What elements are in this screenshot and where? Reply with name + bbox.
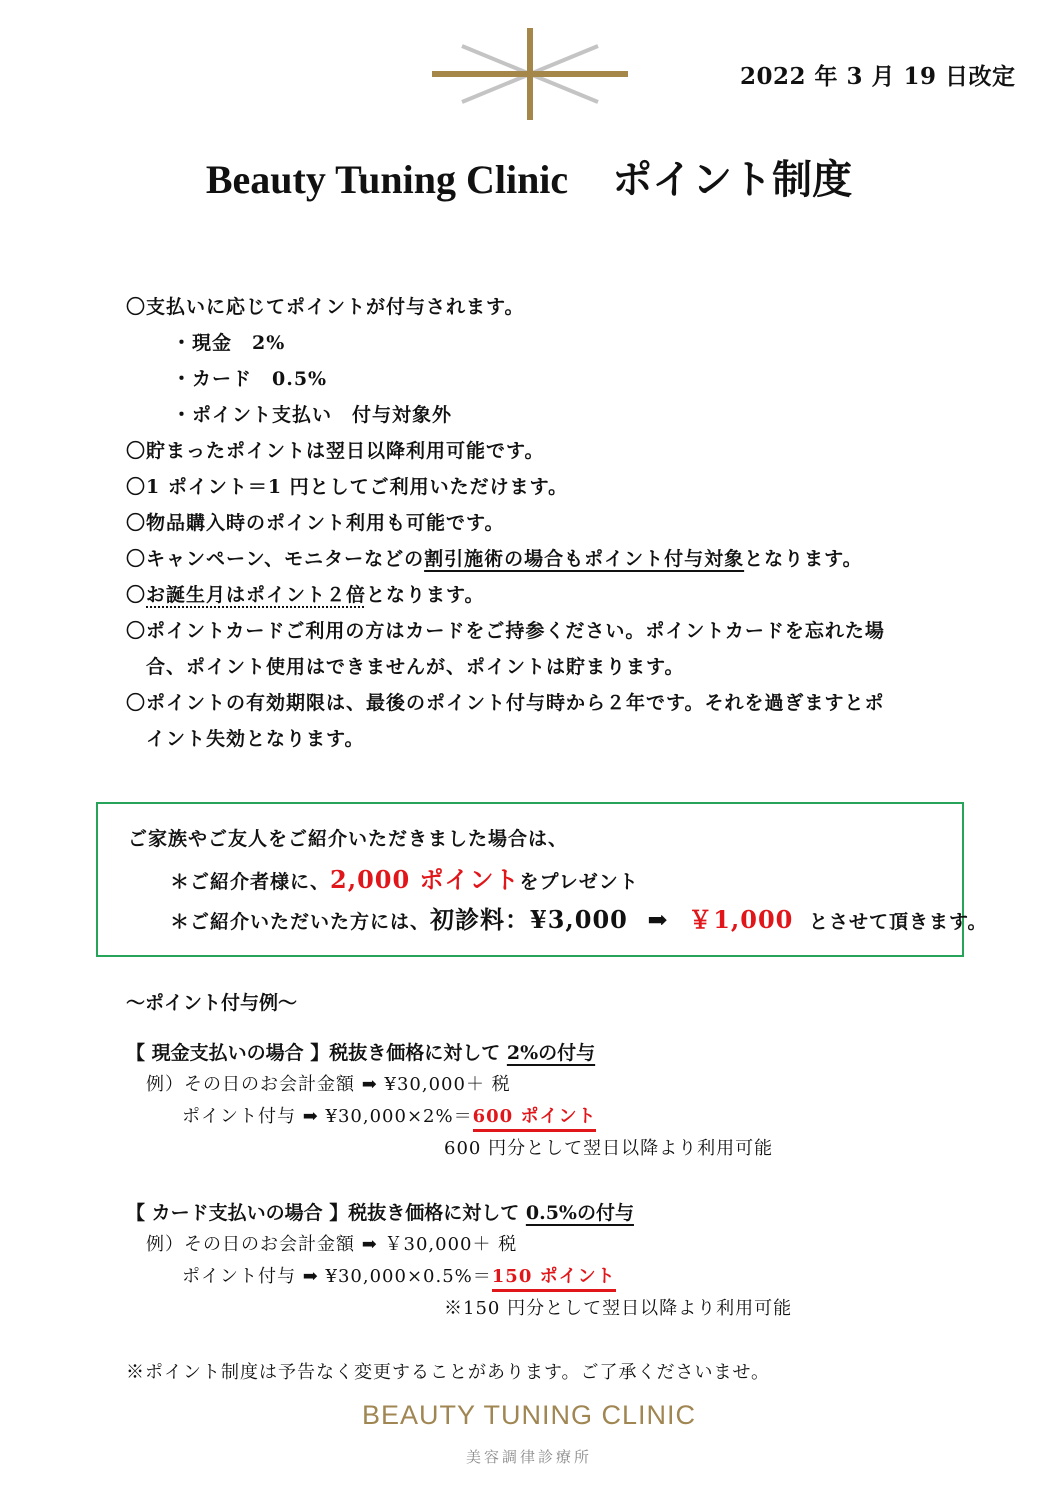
page-title: [0, 148, 1058, 205]
discounted-fee: ￥1,000: [688, 905, 794, 934]
example-cash-points: ポイント付与 ➡ ¥30,000×2%＝600 ポイント: [182, 1102, 596, 1128]
arrow-right-icon: ➡: [647, 905, 669, 934]
rule-point-card-line1: 〇ポイントカードご利用の方はカードをご持参ください。ポイントカードを忘れた場: [126, 620, 885, 642]
underlined-birthday-double: お誕生月はポイント２倍: [146, 584, 367, 606]
rule-one-point-one-yen: 〇1 ポイント＝1 円としてご利用いただけます。: [126, 476, 569, 498]
title-jp: ポイント制度: [612, 157, 853, 202]
cash-points-result: 600 ポイント: [473, 1106, 597, 1132]
rule-birthday-double: 〇お誕生月はポイント２倍となります。: [126, 584, 485, 606]
clinic-star-logo-icon: [432, 28, 628, 120]
footer-brand-jp: 美容調律診療所: [465, 1448, 592, 1466]
rule-product-purchase: 〇物品購入時のポイント利用も可能です。: [126, 512, 505, 534]
revision-date: 2022 年 3 月 19 日改定: [740, 63, 1016, 90]
rule-point-card-line2: 合、ポイント使用はできませんが、ポイントは貯まります。: [146, 656, 685, 678]
referral-intro: ご家族やご友人をご紹介いただきました場合は、: [128, 828, 569, 850]
rule-discount-eligible: 〇キャンペーン、モニターなどの割引施術の場合もポイント付与対象となります。: [126, 548, 863, 570]
examples-heading: ～ポイント付与例～: [126, 992, 298, 1014]
card-points-result: 150 ポイント: [492, 1266, 616, 1292]
rate-card: ・カード 0.5%: [172, 368, 328, 390]
referral-new-patient-discount: ＊ご紹介いただいた方には、初診料：¥3,000 ➡ ￥1,000 とさせて頂きます。: [170, 905, 988, 934]
disclaimer: ※ポイント制度は予告なく変更することがあります。ご了承くださいませ。: [126, 1362, 771, 1383]
example-card-points: ポイント付与 ➡ ¥30,000×0.5%＝150 ポイント: [182, 1262, 616, 1288]
referral-referrer-reward: ＊ご紹介者様に、2,000 ポイントをプレゼント: [170, 865, 639, 894]
rate-point-payment: ・ポイント支払い 付与対象外: [172, 404, 453, 426]
rule-expiry-line1: 〇ポイントの有効期限は、最後のポイント付与時から２年です。それを過ぎますとポ: [126, 692, 885, 714]
example-cash-note: 600 円分として翌日以降より利用可能: [444, 1138, 774, 1159]
example-card-heading: 【 カード支払いの場合 】税抜き価格に対して 0.5%の付与: [126, 1202, 634, 1224]
rule-points-by-payment: 〇支払いに応じてポイントが付与されます。: [126, 296, 525, 318]
underlined-discount-eligible: 割引施術の場合もポイント付与対象: [424, 548, 745, 570]
rule-expiry-line2: イント失効となります。: [146, 728, 365, 750]
example-card-note: ※150 円分として翌日以降より利用可能: [444, 1298, 793, 1319]
example-cash-bill: 例）その日のお会計金額 ➡ ¥30,000＋ 税: [146, 1074, 511, 1095]
example-card-bill: 例）その日のお会計金額 ➡ ￥30,000＋ 税: [146, 1234, 518, 1255]
referral-points-amount: 2,000 ポイント: [330, 865, 520, 894]
title-en: Beauty Tuning Clinic: [205, 157, 569, 202]
footer-brand-logo: BEAUTY TUNING CLINIC: [361, 1400, 697, 1430]
first-visit-fee: 初診料：¥3,000: [430, 905, 628, 934]
example-cash-heading: 【 現金支払いの場合 】税抜き価格に対して 2%の付与: [126, 1042, 596, 1064]
rule-next-day: 〇貯まったポイントは翌日以降利用可能です。: [126, 440, 545, 462]
rate-cash: ・現金 2%: [172, 332, 286, 354]
